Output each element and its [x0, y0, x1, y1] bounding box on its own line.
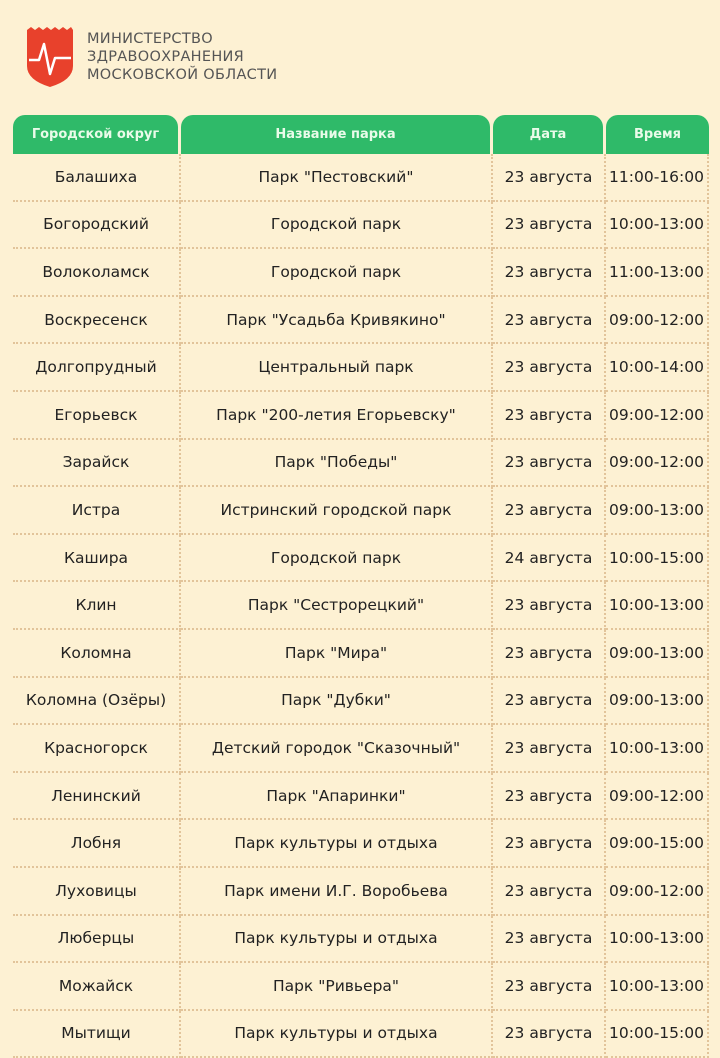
cell-time: 09:00-12:00 — [606, 440, 709, 488]
header-park-name: Название парка — [181, 115, 493, 154]
cell-time: 09:00-13:00 — [606, 678, 709, 726]
cell-time: 10:00-13:00 — [606, 582, 709, 630]
cell-district: Балашиха — [13, 154, 181, 202]
table-row — [13, 535, 709, 583]
cell-date: 23 августа — [493, 154, 606, 202]
cell-date: 23 августа — [493, 725, 606, 773]
cell-time: 11:00-16:00 — [606, 154, 709, 202]
cell-park-name: Парк "Ривьера" — [181, 963, 493, 1011]
cell-time: 09:00-13:00 — [606, 630, 709, 678]
cell-district: Коломна (Озёры) — [13, 678, 181, 726]
cell-time: 10:00-15:00 — [606, 1011, 709, 1058]
cell-district: Ленинский — [13, 773, 181, 821]
cell-park-name: Парк имени И.Г. Воробьева — [181, 868, 493, 916]
cell-district: Кашира — [13, 535, 181, 583]
cell-park-name: Истринский городской парк — [181, 487, 493, 535]
cell-time: 10:00-14:00 — [606, 344, 709, 392]
cell-date: 23 августа — [493, 202, 606, 250]
table-row — [13, 725, 709, 773]
cell-time: 09:00-12:00 — [606, 773, 709, 821]
cell-date: 23 августа — [493, 1011, 606, 1058]
cell-park-name: Парк "200-летия Егорьевску" — [181, 392, 493, 440]
cell-district: Зарайск — [13, 440, 181, 488]
cell-park-name: Центральный парк — [181, 344, 493, 392]
cell-time: 09:00-12:00 — [606, 868, 709, 916]
cell-district: Долгопрудный — [13, 344, 181, 392]
cell-date: 23 августа — [493, 440, 606, 488]
cell-district: Клин — [13, 582, 181, 630]
table-row — [13, 820, 709, 868]
header-district: Городской округ — [13, 115, 181, 154]
table-row — [13, 487, 709, 535]
table-row — [13, 868, 709, 916]
cell-date: 23 августа — [493, 487, 606, 535]
table-row — [13, 773, 709, 821]
table-row — [13, 392, 709, 440]
table-row — [13, 963, 709, 1011]
cell-time: 10:00-13:00 — [606, 963, 709, 1011]
cell-date: 23 августа — [493, 963, 606, 1011]
ministry-logo — [25, 26, 277, 88]
parks-schedule-table — [13, 115, 709, 1058]
cell-district: Истра — [13, 487, 181, 535]
cell-date: 24 августа — [493, 535, 606, 583]
cell-date: 23 августа — [493, 344, 606, 392]
logo-line-3: МОСКОВСКОЙ ОБЛАСТИ — [87, 67, 278, 83]
cell-district: Мытищи — [13, 1011, 181, 1058]
cell-park-name: Парк "Усадьба Кривякино" — [181, 297, 493, 345]
cell-time: 09:00-12:00 — [606, 392, 709, 440]
cell-district: Люберцы — [13, 916, 181, 964]
cell-district: Волоколамск — [13, 249, 181, 297]
cell-park-name: Городской парк — [181, 202, 493, 250]
cell-date: 23 августа — [493, 773, 606, 821]
cell-district: Луховицы — [13, 868, 181, 916]
table-row — [13, 1011, 709, 1058]
cell-time: 09:00-12:00 — [606, 297, 709, 345]
table-row — [13, 582, 709, 630]
cell-district: Можайск — [13, 963, 181, 1011]
table-row — [13, 297, 709, 345]
cell-district: Лобня — [13, 820, 181, 868]
cell-park-name: Парк "Пестовский" — [181, 154, 493, 202]
cell-time: 10:00-15:00 — [606, 535, 709, 583]
header-time: Время — [606, 115, 709, 154]
cell-park-name: Городской парк — [181, 535, 493, 583]
cell-date: 23 августа — [493, 820, 606, 868]
cell-park-name: Парк "Дубки" — [181, 678, 493, 726]
logo-line-1: МИНИСТЕРСТВО — [87, 31, 213, 47]
cell-date: 23 августа — [493, 630, 606, 678]
cell-district: Коломна — [13, 630, 181, 678]
cell-district: Егорьевск — [13, 392, 181, 440]
header-date: Дата — [493, 115, 606, 154]
table-row — [13, 440, 709, 488]
cell-date: 23 августа — [493, 868, 606, 916]
cell-time: 11:00-13:00 — [606, 249, 709, 297]
cell-time: 10:00-13:00 — [606, 202, 709, 250]
cell-time: 10:00-13:00 — [606, 725, 709, 773]
cell-district: Красногорск — [13, 725, 181, 773]
table-row — [13, 916, 709, 964]
cell-time: 10:00-13:00 — [606, 916, 709, 964]
table-row — [13, 630, 709, 678]
table-row — [13, 678, 709, 726]
cell-park-name: Парк "Апаринки" — [181, 773, 493, 821]
cell-park-name: Парк культуры и отдыха — [181, 820, 493, 868]
cell-park-name: Парк "Мира" — [181, 630, 493, 678]
table-row — [13, 344, 709, 392]
cell-park-name: Детский городок "Сказочный" — [181, 725, 493, 773]
cell-park-name: Городской парк — [181, 249, 493, 297]
table-row — [13, 249, 709, 297]
table-row — [13, 154, 709, 202]
cell-date: 23 августа — [493, 582, 606, 630]
cell-park-name: Парк "Победы" — [181, 440, 493, 488]
cell-park-name: Парк культуры и отдыха — [181, 916, 493, 964]
cell-park-name: Парк "Сестрорецкий" — [181, 582, 493, 630]
cell-time: 09:00-15:00 — [606, 820, 709, 868]
table-header-row — [13, 115, 709, 154]
heartbeat-shield-icon — [25, 26, 75, 88]
cell-time: 09:00-13:00 — [606, 487, 709, 535]
cell-date: 23 августа — [493, 249, 606, 297]
table-row — [13, 202, 709, 250]
cell-date: 23 августа — [493, 678, 606, 726]
logo-line-2: ЗДРАВООХРАНЕНИЯ — [87, 49, 245, 65]
cell-district: Воскресенск — [13, 297, 181, 345]
cell-park-name: Парк культуры и отдыха — [181, 1011, 493, 1058]
cell-date: 23 августа — [493, 297, 606, 345]
cell-date: 23 августа — [493, 392, 606, 440]
cell-date: 23 августа — [493, 916, 606, 964]
cell-district: Богородский — [13, 202, 181, 250]
